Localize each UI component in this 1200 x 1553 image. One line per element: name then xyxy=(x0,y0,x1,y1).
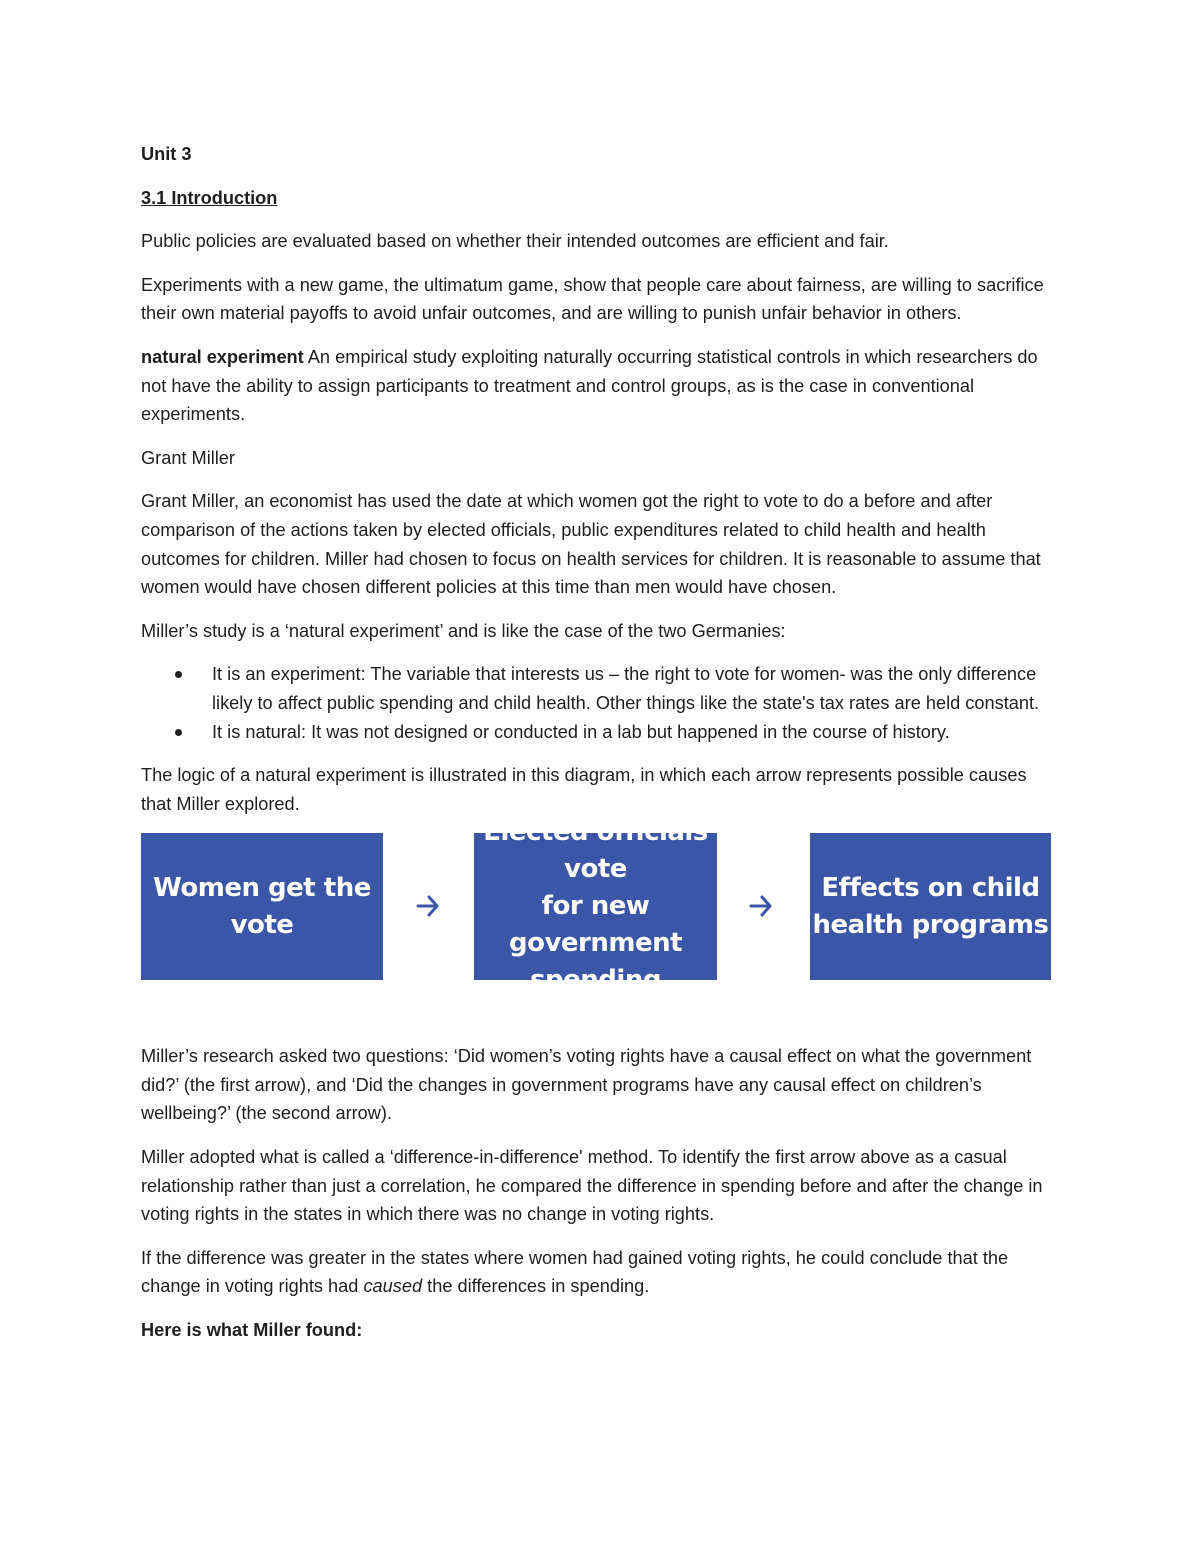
diagram-box-women-vote xyxy=(141,833,383,980)
bullet-item xyxy=(141,660,1061,717)
section-title: 3.1 Introduction xyxy=(141,187,278,208)
diagram-box-officials-vote xyxy=(474,817,717,996)
bullet-text: It is natural: It was not designed or conducted in a lab but happened in the course of history. xyxy=(212,721,950,742)
causal-diagram xyxy=(141,817,1061,996)
paragraph-conclusion xyxy=(141,1244,1061,1301)
diagram-box-line: health programs xyxy=(812,909,1049,940)
right-arrow-icon xyxy=(415,891,441,921)
subheading-grant-miller: Grant Miller xyxy=(141,447,235,468)
bullet-icon xyxy=(175,729,182,736)
paragraph-study: Miller’s study is a ‘natural experiment’ and is like the case of the two Germanies: xyxy=(141,620,786,641)
conclusion-text: If the difference was greater in the states where women had gained voting rights, he could conclude that the change in voting rights had xyxy=(141,1247,1009,1297)
paragraph-policies: Public policies are evaluated based on whether their intended outcomes are efficient and fair. xyxy=(141,231,889,252)
diagram-box-line: Effects on child xyxy=(821,872,1040,903)
bullet-list xyxy=(141,660,1061,746)
paragraph-questions: Miller’s research asked two questions: ‘Did women’s voting rights have a causal effect on what the government did?’ (the first arrow), and ‘Did the changes in government programs have any causal effect on children’s wellbeing?’ (the second arrow). xyxy=(141,1046,1032,1124)
definition-natural-experiment xyxy=(141,343,1061,429)
paragraph-miller: Grant Miller, an economist has used the date at which women got the right to vote to do a before and after comparison of the actions taken by elected officials, public expenditures related to child health and health outcomes for children. Miller had chosen to focus on health services for children. It is reasonable to assume that women would have chosen different policies at this time than men would have chosen. xyxy=(141,491,1041,598)
bullet-item xyxy=(141,718,1061,747)
definition-term: natural experiment xyxy=(141,346,304,367)
conclusion-text: the differences in spending. xyxy=(422,1276,650,1297)
bullet-text: It is an experiment: The variable that interests us – the right to vote for women- was the only difference likely to affect public spending and child health. Other things like the state's tax rates are held constant. xyxy=(212,664,1040,713)
diagram-box-line: Women get the vote xyxy=(153,872,371,940)
paragraph-ultimatum: Experiments with a new game, the ultimatum game, show that people care about fairness, are willing to sacrifice their own material payoffs to avoid unfair outcomes, and are willing to punish unfair behavior in others. xyxy=(141,274,1044,324)
conclusion-emphasis: caused xyxy=(363,1276,423,1297)
unit-title: Unit 3 xyxy=(141,144,192,164)
paragraph-findings-heading: Here is what Miller found: xyxy=(141,1320,363,1341)
definition-text: An empirical study exploiting naturally occurring statistical controls in which researchers do not have the ability to assign participants to treatment and control groups, as is the case in conventional experiments. xyxy=(141,346,1038,425)
diagram-box-child-health xyxy=(810,833,1051,980)
right-arrow-icon xyxy=(748,891,774,921)
diagram-box-line: Elected officials vote xyxy=(483,817,708,885)
paragraph-method: Miller adopted what is called a ‘difference-in-difference' method. To identify the first arrow above as a casual relationship rather than just a correlation, he compared the difference in spending before and after the change in voting rights in the states in which there was no change in voting rights. xyxy=(141,1147,1043,1225)
paragraph-logic: The logic of a natural experiment is illustrated in this diagram, in which each arrow represents possible causes that Miller explored. xyxy=(141,765,1027,814)
diagram-box-line: spending xyxy=(530,965,661,996)
diagram-box-line: for new government xyxy=(508,891,683,959)
document-page xyxy=(141,140,1061,1360)
bullet-icon xyxy=(175,671,182,678)
